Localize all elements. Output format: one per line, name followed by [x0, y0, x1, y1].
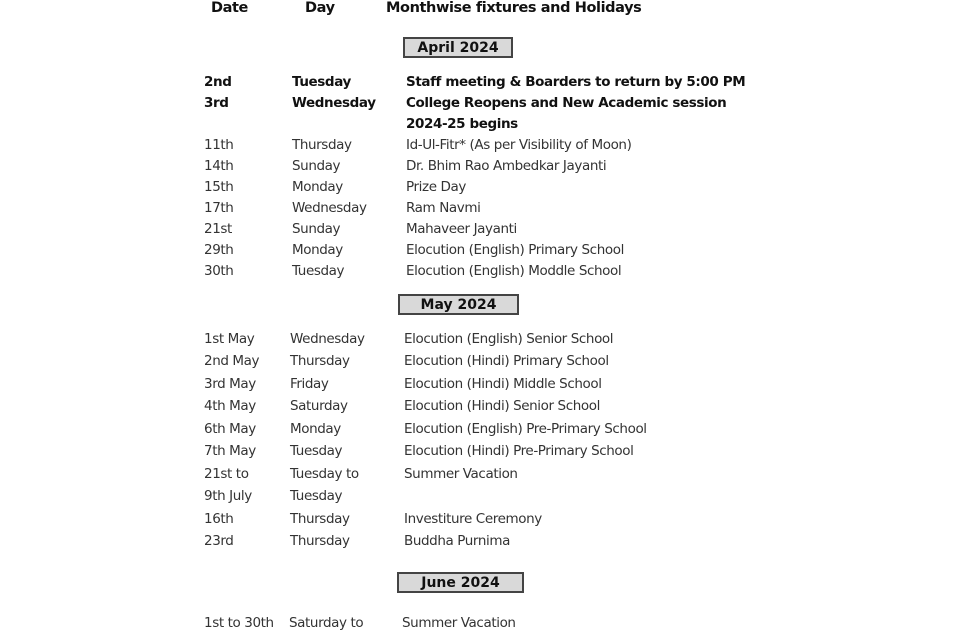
- row-event: Elocution (Hindi) Middle School: [404, 376, 602, 392]
- row-day: Thursday: [290, 353, 350, 369]
- column-header-date: Date: [211, 0, 248, 16]
- row-date: 29th: [204, 242, 234, 258]
- row-day: Wednesday: [290, 331, 365, 347]
- row-event: Id-Ul-Fitr* (As per Visibility of Moon): [406, 137, 632, 153]
- row-date: 9th July: [204, 488, 252, 504]
- row-day: Sunday: [292, 221, 341, 237]
- row-day: Monday: [292, 179, 343, 195]
- column-header-event: Monthwise fixtures and Holidays: [386, 0, 642, 16]
- row-day: Tuesday: [292, 74, 351, 90]
- row-date: 17th: [204, 200, 234, 216]
- row-event: Elocution (English) Primary School: [406, 242, 624, 258]
- row-date: 3rd: [204, 95, 229, 111]
- row-date: 15th: [204, 179, 234, 195]
- row-event: College Reopens and New Academic session: [406, 95, 727, 111]
- row-day: Saturday to: [289, 615, 364, 631]
- row-event: Ram Navmi: [406, 200, 481, 216]
- row-day: Saturday: [290, 398, 348, 414]
- row-event: Elocution (English) Pre-Primary School: [404, 421, 647, 437]
- row-date: 21st: [204, 221, 232, 237]
- row-day: Tuesday: [290, 488, 343, 504]
- row-day: Tuesday: [290, 443, 343, 459]
- month-heading: April 2024: [403, 37, 513, 58]
- row-day: Thursday: [292, 137, 352, 153]
- row-date: 1st to 30th: [204, 615, 274, 631]
- row-event: Prize Day: [406, 179, 466, 195]
- row-date: 7th May: [204, 443, 256, 459]
- row-date: 2nd May: [204, 353, 260, 369]
- row-date: 16th: [204, 511, 234, 527]
- row-date: 6th May: [204, 421, 256, 437]
- row-event: Mahaveer Jayanti: [406, 221, 517, 237]
- row-day: Wednesday: [292, 95, 376, 111]
- row-event: Summer Vacation: [404, 466, 518, 482]
- row-event: Elocution (Hindi) Primary School: [404, 353, 609, 369]
- row-event: 2024-25 begins: [406, 116, 518, 132]
- row-day: Wednesday: [292, 200, 367, 216]
- column-header-day: Day: [305, 0, 335, 16]
- row-day: Thursday: [290, 533, 350, 549]
- row-event: Buddha Purnima: [404, 533, 510, 549]
- row-event: Staff meeting & Boarders to return by 5:00 PM: [406, 74, 746, 90]
- row-day: Friday: [290, 376, 329, 392]
- row-date: 2nd: [204, 74, 232, 90]
- row-day: Tuesday to: [290, 466, 359, 482]
- row-day: Monday: [290, 421, 341, 437]
- row-event: Dr. Bhim Rao Ambedkar Jayanti: [406, 158, 607, 174]
- row-day: Tuesday: [292, 263, 345, 279]
- row-event: Elocution (English) Moddle School: [406, 263, 622, 279]
- row-event: Elocution (Hindi) Pre-Primary School: [404, 443, 634, 459]
- row-date: 14th: [204, 158, 234, 174]
- row-day: Monday: [292, 242, 343, 258]
- row-date: 4th May: [204, 398, 256, 414]
- row-date: 1st May: [204, 331, 255, 347]
- row-event: Elocution (Hindi) Senior School: [404, 398, 600, 414]
- month-heading: June 2024: [397, 572, 524, 593]
- row-date: 11th: [204, 137, 234, 153]
- row-event: Summer Vacation: [402, 615, 516, 631]
- row-event: Elocution (English) Senior School: [404, 331, 614, 347]
- row-day: Sunday: [292, 158, 341, 174]
- row-date: 3rd May: [204, 376, 256, 392]
- row-day: Thursday: [290, 511, 350, 527]
- row-date: 21st to: [204, 466, 249, 482]
- row-date: 30th: [204, 263, 234, 279]
- month-heading: May 2024: [398, 294, 519, 315]
- row-date: 23rd: [204, 533, 234, 549]
- row-event: Investiture Ceremony: [404, 511, 542, 527]
